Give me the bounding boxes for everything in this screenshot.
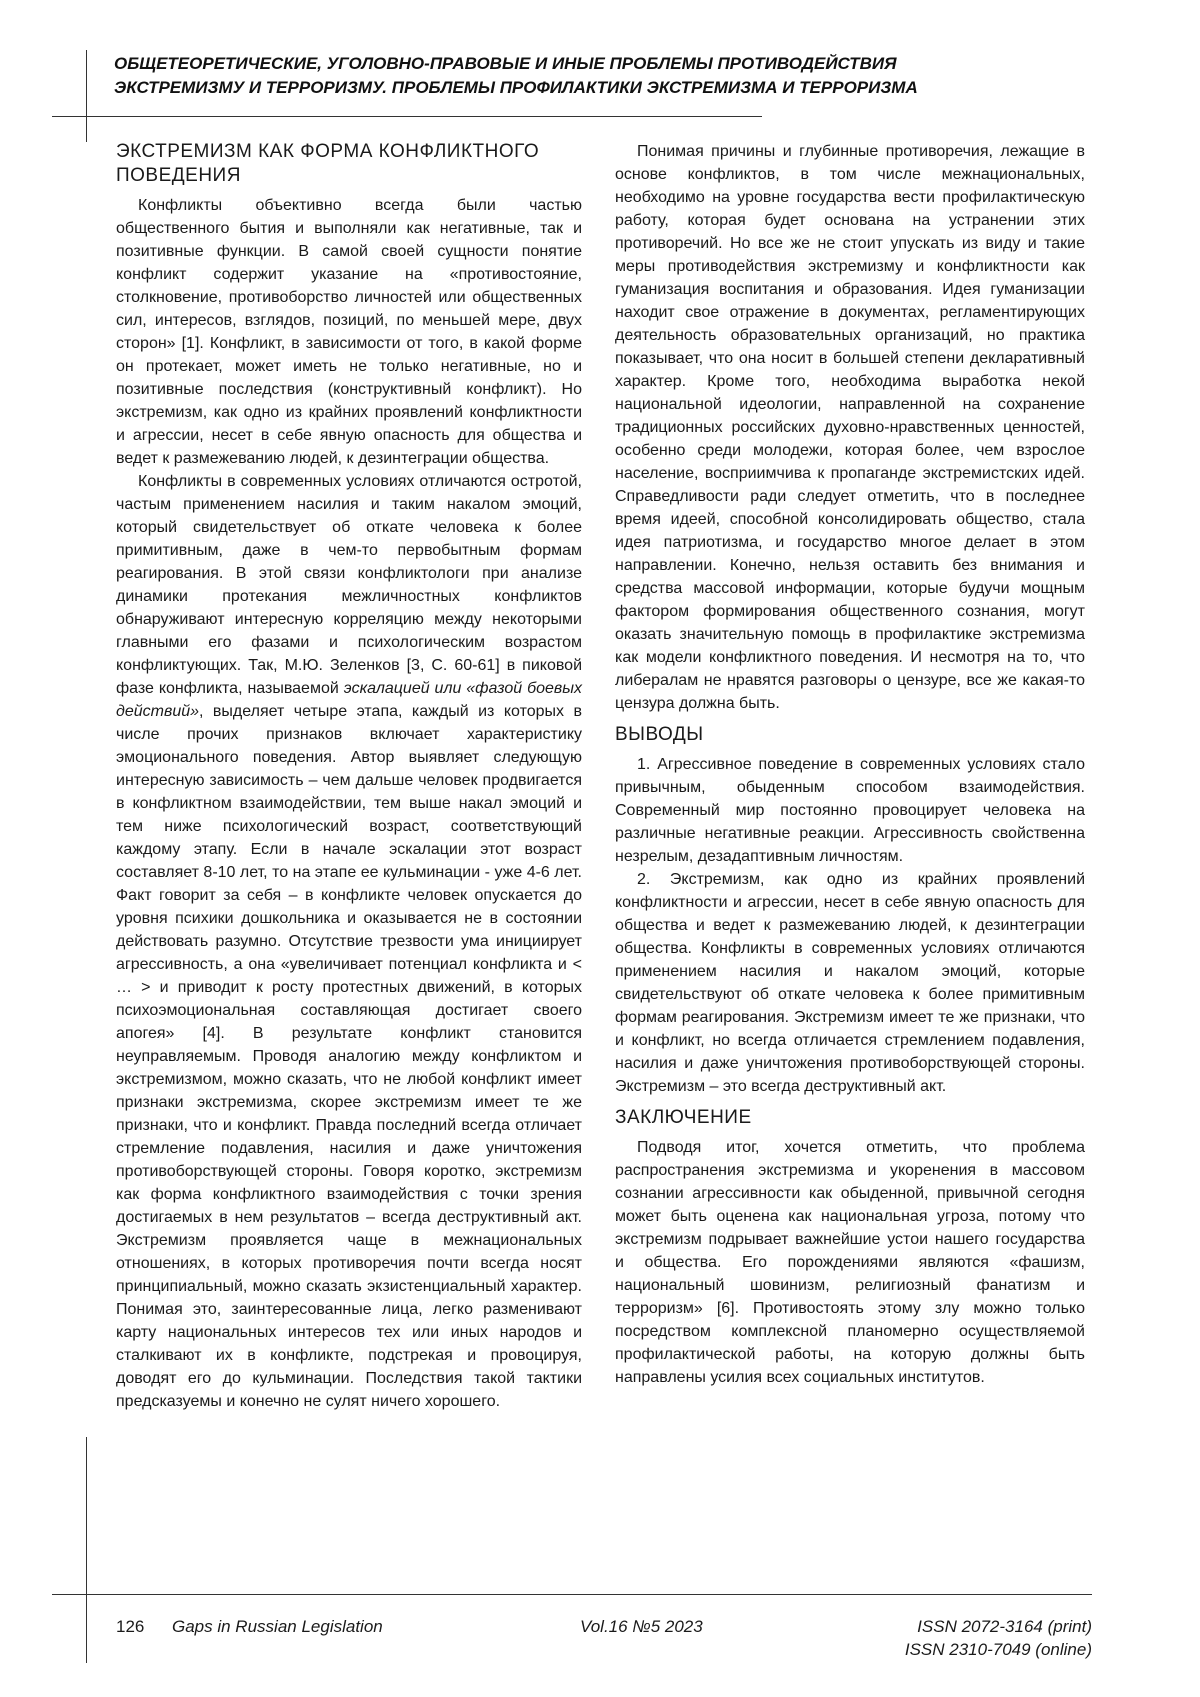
footer-vertical-rule [86,1437,87,1663]
paragraph: Понимая причины и глубинные противоречия, лежащие в основе конфликтов, в том числе межнациональных, необходимо на уровне государства вести профилактическую работу, которая будет основана на устранении этих противоречий. Но все же не стоит упускать из виду и такие меры противодействия экстремизму и конфликтности как гуманизация воспитания и образования. Идея гуманизации находит свое отражение в документах, регламентирующих деятельность образовательных организаций, но практика показывает, что она носит в большей степени декларативный характер. Кроме того, необходима выработка некой национальной идеологии, направленной на сохранение традиционных российских духовно-нравственных ценностей, особенно среди молодежи, которая более, чем взрослое население, восприимчива к пропаганде экстремистских идей. Справедливости ради следует отметить, что в последнее время идеей, способной консолидировать общество, стала идея патриотизма, и государство многое делает в этом направлении. Конечно, нельзя оставить без внимания и средства массовой информации, которые будучи мощным фактором формирования общественного сознания, могут оказать значительную помощь в профилактике экстремизма как модели конфликтного поведения. И несмотря на то, что либералам не нравятся разговоры о цензуре, все же какая-то цензура должна быть. [615,143,1085,712]
left-column [116,140,582,1413]
issn-online: ISSN 2310-7049 (online) [904,1640,1092,1659]
section-heading-conclusions: ВЫВОДЫ [615,724,704,745]
footer-journal: Gaps in Russian Legislation [172,1617,383,1636]
emphasis-text: эскалацией или «фазой боевых действий» [116,680,582,720]
running-header-line-1: ОБЩЕТЕОРЕТИЧЕСКИЕ, УГОЛОВНО-ПРАВОВЫЕ И ИНЫЕ ПРОБЛЕМЫ ПРОТИВОДЕЙСТВИЯ [114,54,897,73]
header-vertical-rule [86,50,87,142]
header-horizontal-rule [52,116,762,117]
right-column [615,140,1085,1389]
paragraph-text: Конфликты в современных условиях отличаются остротой, частым применением насилия и таким накалом эмоций, который свидетельствует об откате человека к более примитивным, даже в чем-то первобытным формам реагирования. В этой связи конфликтологи при анализе динамики протекания межличностных конфликтов обнаруживают интересную корреляцию между некоторыми главными его фазами и психологическим возрастом конфликтующих. Так, М.Ю. Зеленков [3, С. 60-61] в пиковой фазе конфликта, называемой [116,473,582,697]
paragraph [116,470,582,1413]
section-heading-summary: ЗАКЛЮЧЕНИЕ [615,1107,752,1128]
paragraph-text: , выделяет четыре этапа, каждый из которых в числе прочих признаков включает характеристику эмоционального поведения. Автор выявляет следующую интересную зависимость – чем дальше человек продвигается в конфликтном взаимодействии, тем выше накал эмоций и тем ниже психологический возраст, соответствующий каждому этапу. Если в начале эскалации этот возраст составляет 8-10 лет, то на этапе ее кульминации - уже 4-6 лет. Факт говорит за себя – в конфликте человек опускается до уровня психики дошкольника и оказывается не в состоянии действовать разумно. Отсутствие трезвости ума инициирует агрессивность, а она «увеличивает потенциал конфликта и < … > и приводит к росту протестных движений, в которых психоэмоциональная составляющая достигает своего апогея» [4]. В результате конфликт становится неуправляемым. Проводя аналогию между конфликтом и экстремизмом, можно сказать, что не любой конфликт имеет признаки экстремизма, скорее экстремизм имеет те же признаки, что и конфликт. Правда последний всегда отличает стремление подавления, насилия и даже уничтожения противоборствующей стороны. Говоря коротко, экстремизм как форма конфликтного взаимодействия с точки зрения достигаемых в нем результатов – всегда деструктивный акт. Экстремизм проявляется чаще в межнациональных отношениях, в которых противоречия почти всегда носят принципиальный, можно сказать экзистенциальный характер. Понимая это, заинтересованные лица, легко разменивают карту национальных интересов тех или иных народов и сталкивают их в конфликте, подстрекая и провоцируя, доводят его до кульминации. Последствия такой тактики предсказуемы и конечно не сулят ничего хорошего. [116,703,582,1410]
running-header-line-2: ЭКСТРЕМИЗМУ И ТЕРРОРИЗМУ. ПРОБЛЕМЫ ПРОФИЛАКТИКИ ЭКСТРЕМИЗМА И ТЕРРОРИЗМА [114,78,918,97]
page-number: 126 [116,1617,145,1636]
conclusion-item: 1. Агрессивное поведение в современных условиях стало привычным, обыденным способом взаимодействия. Современный мир постоянно провоцирует человека на различные негативные реакции. Агрессивность свойственна незрелым, дезадаптивным личностям. [615,756,1085,865]
conclusion-item: 2. Экстремизм, как одно из крайних проявлений конфликтности и агрессии, несет в себе явную опасность для общества и ведет к размежеванию людей, к дезинтеграции общества. Конфликты в современных условиях отличаются применением насилия и накалом эмоций, которые свидетельствуют об откате человека к более примитивным формам реагирования. Экстремизм имеет те же признаки, что и конфликт, но всегда отличается стремлением подавления, насилия и даже уничтожения противоборствующей стороны. Экстремизм – это всегда деструктивный акт. [615,871,1085,1095]
footer-page-number [116,1615,144,1638]
footer-horizontal-rule [52,1594,1092,1595]
section-heading-extremism: ЭКСТРЕМИЗМ КАК ФОРМА КОНФЛИКТНОГО ПОВЕДЕНИЯ [116,141,540,186]
issn-print: ISSN 2072-3164 (print) [917,1617,1092,1636]
footer-volume: Vol.16 №5 2023 [580,1617,703,1636]
running-header [114,52,1114,100]
paragraph: Подводя итог, хочется отметить, что проблема распространения экстремизма и укоренения в массовом сознании агрессивности как обыденной, привычной сегодня может быть оценена как национальная угроза, потому что экстремизм подрывает важнейшие устои нашего государства и общества. Его порождениями являются «фашизм, национальный шовинизм, религиозный фанатизм и терроризм» [6]. Противостоять этому злу можно только посредством комплексной планомерно осуществляемой профилактической работы, на которую должны быть направлены усилия всех социальных институтов. [615,1139,1085,1386]
footer-issn [905,1615,1092,1661]
paragraph: Конфликты объективно всегда были частью общественного бытия и выполняли как негативные, так и позитивные функции. В самой своей сущности понятие конфликт содержит указание на «противостояние, столкновение, противоборство личностей или общественных сил, интересов, взглядов, позиций, по меньшей мере, двух сторон» [1]. Конфликт, в зависимости от того, в какой форме он протекает, может иметь не только негативные, но и позитивные последствия (конструктивный конфликт). Но экстремизм, как одно из крайних проявлений конфликтности и агрессии, несет в себе явную опасность для общества и ведет к размежеванию людей, к дезинтеграции общества. [116,197,582,467]
